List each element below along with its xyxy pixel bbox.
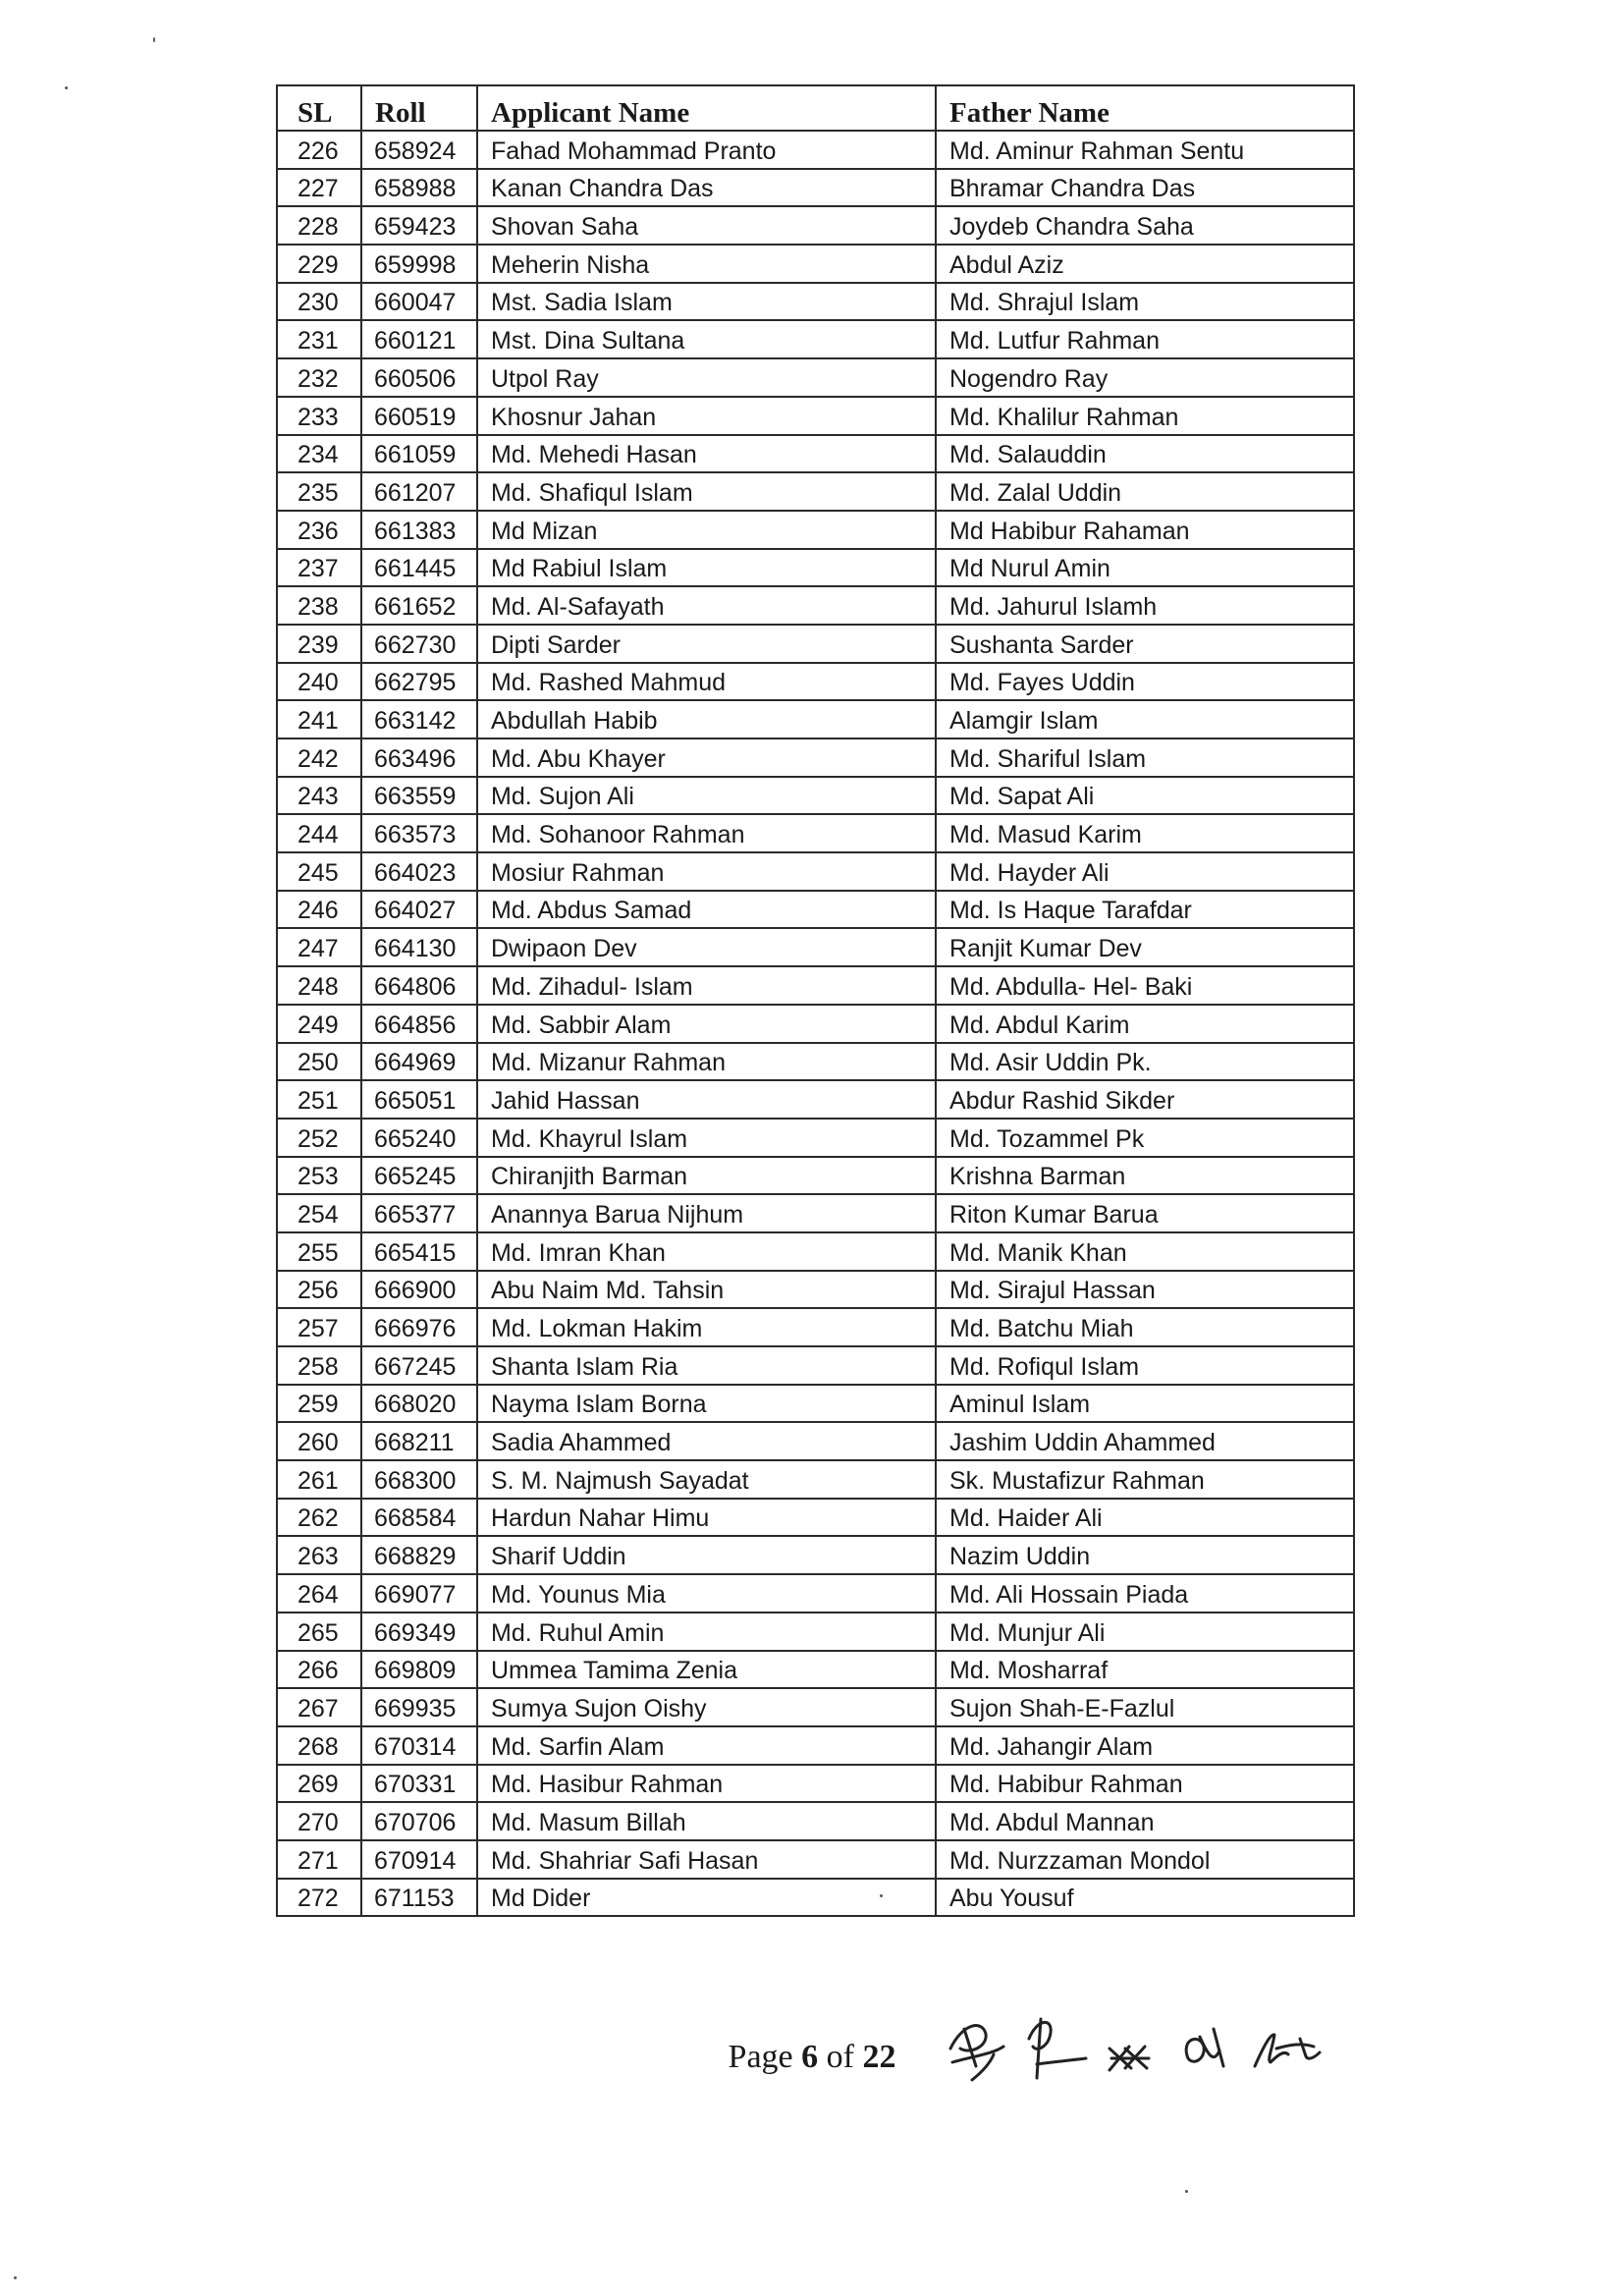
cell-father-name: Md. Abdul Mannan <box>936 1802 1354 1840</box>
cell-applicant-name: Md. Mehedi Hasan <box>477 435 936 473</box>
cell-sl: 263 <box>277 1536 361 1574</box>
cell-roll: 660519 <box>361 397 477 435</box>
header-applicant-name: Applicant Name <box>477 85 936 131</box>
scan-speck <box>153 37 155 42</box>
table-row <box>277 472 1354 511</box>
cell-applicant-name: Md. Ruhul Amin <box>477 1613 936 1651</box>
table-row <box>277 852 1354 891</box>
cell-father-name: Ranjit Kumar Dev <box>936 928 1354 966</box>
header-father-name: Father Name <box>936 85 1354 131</box>
cell-sl: 271 <box>277 1840 361 1879</box>
cell-applicant-name: Md. Sarfin Alam <box>477 1726 936 1765</box>
table-row <box>277 1422 1354 1460</box>
cell-roll: 661207 <box>361 472 477 511</box>
cell-applicant-name: Md. Sabbir Alam <box>477 1005 936 1043</box>
table-row <box>277 1879 1354 1917</box>
table-row <box>277 891 1354 929</box>
cell-father-name: Md. Nurzzaman Mondol <box>936 1840 1354 1879</box>
cell-roll: 665245 <box>361 1157 477 1195</box>
cell-sl: 268 <box>277 1726 361 1765</box>
cell-father-name: Md. Asir Uddin Pk. <box>936 1043 1354 1081</box>
cell-sl: 270 <box>277 1802 361 1840</box>
table-row <box>277 358 1354 397</box>
cell-father-name: Md. Aminur Rahman Sentu <box>936 131 1354 169</box>
cell-applicant-name: Utpol Ray <box>477 358 936 397</box>
cell-roll: 666900 <box>361 1271 477 1309</box>
table-row <box>277 1308 1354 1346</box>
cell-applicant-name: Jahid Hassan <box>477 1080 936 1119</box>
cell-sl: 239 <box>277 625 361 663</box>
cell-father-name: Md. Batchu Miah <box>936 1308 1354 1346</box>
cell-applicant-name: Md. Al-Safayath <box>477 586 936 625</box>
cell-roll: 668020 <box>361 1385 477 1423</box>
cell-sl: 249 <box>277 1005 361 1043</box>
cell-roll: 658988 <box>361 169 477 207</box>
cell-sl: 241 <box>277 700 361 738</box>
cell-sl: 248 <box>277 966 361 1005</box>
cell-roll: 665051 <box>361 1080 477 1119</box>
cell-father-name: Krishna Barman <box>936 1157 1354 1195</box>
cell-sl: 269 <box>277 1765 361 1803</box>
scan-speck <box>14 2276 17 2279</box>
cell-sl: 260 <box>277 1422 361 1460</box>
table-row <box>277 1840 1354 1879</box>
applicant-table <box>276 84 1355 1917</box>
cell-applicant-name: Kanan Chandra Das <box>477 169 936 207</box>
cell-sl: 259 <box>277 1385 361 1423</box>
cell-roll: 669077 <box>361 1574 477 1613</box>
cell-roll: 664023 <box>361 852 477 891</box>
table-row <box>277 245 1354 283</box>
cell-father-name: Md. Masud Karim <box>936 814 1354 852</box>
table-row <box>277 1194 1354 1232</box>
table-row <box>277 1346 1354 1385</box>
scan-speck <box>880 1894 883 1897</box>
cell-sl: 256 <box>277 1271 361 1309</box>
cell-roll: 669349 <box>361 1613 477 1651</box>
cell-roll: 669809 <box>361 1651 477 1689</box>
cell-father-name: Abdul Aziz <box>936 245 1354 283</box>
cell-father-name: Md. Mosharraf <box>936 1651 1354 1689</box>
cell-father-name: Aminul Islam <box>936 1385 1354 1423</box>
cell-roll: 668829 <box>361 1536 477 1574</box>
cell-father-name: Md Habibur Rahaman <box>936 511 1354 549</box>
table-row <box>277 206 1354 245</box>
table-row <box>277 1157 1354 1195</box>
cell-father-name: Bhramar Chandra Das <box>936 169 1354 207</box>
cell-sl: 262 <box>277 1499 361 1537</box>
cell-father-name: Nogendro Ray <box>936 358 1354 397</box>
table-row <box>277 1499 1354 1537</box>
cell-sl: 234 <box>277 435 361 473</box>
cell-sl: 264 <box>277 1574 361 1613</box>
cell-roll: 664969 <box>361 1043 477 1081</box>
cell-applicant-name: Shanta Islam Ria <box>477 1346 936 1385</box>
cell-sl: 230 <box>277 283 361 321</box>
cell-sl: 265 <box>277 1613 361 1651</box>
cell-applicant-name: Dipti Sarder <box>477 625 936 663</box>
cell-sl: 261 <box>277 1460 361 1499</box>
table-row <box>277 1536 1354 1574</box>
table-row <box>277 1005 1354 1043</box>
cell-father-name: Alamgir Islam <box>936 700 1354 738</box>
cell-roll: 664027 <box>361 891 477 929</box>
table-row <box>277 1119 1354 1157</box>
cell-roll: 670331 <box>361 1765 477 1803</box>
cell-father-name: Md. Habibur Rahman <box>936 1765 1354 1803</box>
cell-sl: 231 <box>277 320 361 358</box>
cell-sl: 227 <box>277 169 361 207</box>
cell-roll: 664856 <box>361 1005 477 1043</box>
table-row <box>277 1613 1354 1651</box>
cell-roll: 663496 <box>361 738 477 777</box>
scan-speck <box>65 86 68 89</box>
cell-father-name: Md. Zalal Uddin <box>936 472 1354 511</box>
cell-roll: 665415 <box>361 1232 477 1271</box>
cell-sl: 237 <box>277 549 361 587</box>
cell-applicant-name: Dwipaon Dev <box>477 928 936 966</box>
cell-father-name: Md. Is Haque Tarafdar <box>936 891 1354 929</box>
cell-sl: 232 <box>277 358 361 397</box>
cell-sl: 238 <box>277 586 361 625</box>
cell-father-name: Md. Tozammel Pk <box>936 1119 1354 1157</box>
cell-father-name: Md Nurul Amin <box>936 549 1354 587</box>
table-row <box>277 397 1354 435</box>
cell-sl: 245 <box>277 852 361 891</box>
cell-roll: 661445 <box>361 549 477 587</box>
cell-roll: 660121 <box>361 320 477 358</box>
cell-roll: 658924 <box>361 131 477 169</box>
cell-sl: 272 <box>277 1879 361 1917</box>
cell-applicant-name: Md Mizan <box>477 511 936 549</box>
cell-applicant-name: Hardun Nahar Himu <box>477 1499 936 1537</box>
cell-applicant-name: Md. Khayrul Islam <box>477 1119 936 1157</box>
cell-roll: 667245 <box>361 1346 477 1385</box>
cell-applicant-name: Md. Abu Khayer <box>477 738 936 777</box>
cell-sl: 242 <box>277 738 361 777</box>
cell-applicant-name: Mst. Sadia Islam <box>477 283 936 321</box>
cell-father-name: Md. Ali Hossain Piada <box>936 1574 1354 1613</box>
cell-father-name: Jashim Uddin Ahammed <box>936 1422 1354 1460</box>
cell-applicant-name: Md. Zihadul- Islam <box>477 966 936 1005</box>
cell-roll: 661652 <box>361 586 477 625</box>
cell-roll: 663142 <box>361 700 477 738</box>
cell-sl: 258 <box>277 1346 361 1385</box>
scan-speck <box>1185 2190 1188 2193</box>
table-row <box>277 169 1354 207</box>
table-row <box>277 777 1354 815</box>
cell-father-name: Md. Khalilur Rahman <box>936 397 1354 435</box>
cell-applicant-name: Abdullah Habib <box>477 700 936 738</box>
cell-roll: 663559 <box>361 777 477 815</box>
cell-applicant-name: Sumya Sujon Oishy <box>477 1688 936 1726</box>
cell-father-name: Md. Jahangir Alam <box>936 1726 1354 1765</box>
cell-father-name: Nazim Uddin <box>936 1536 1354 1574</box>
cell-roll: 668584 <box>361 1499 477 1537</box>
table-row <box>277 549 1354 587</box>
cell-applicant-name: Sharif Uddin <box>477 1536 936 1574</box>
cell-father-name: Md. Shrajul Islam <box>936 283 1354 321</box>
cell-father-name: Md. Shariful Islam <box>936 738 1354 777</box>
cell-applicant-name: Mosiur Rahman <box>477 852 936 891</box>
cell-roll: 665240 <box>361 1119 477 1157</box>
cell-sl: 252 <box>277 1119 361 1157</box>
page-current: 6 <box>801 2039 819 2075</box>
cell-roll: 670706 <box>361 1802 477 1840</box>
table-row <box>277 435 1354 473</box>
cell-applicant-name: Md. Lokman Hakim <box>477 1308 936 1346</box>
cell-roll: 666976 <box>361 1308 477 1346</box>
cell-father-name: Sushanta Sarder <box>936 625 1354 663</box>
cell-father-name: Joydeb Chandra Saha <box>936 206 1354 245</box>
cell-applicant-name: Md. Imran Khan <box>477 1232 936 1271</box>
cell-sl: 247 <box>277 928 361 966</box>
cell-applicant-name: Md Dider <box>477 1879 936 1917</box>
cell-roll: 659423 <box>361 206 477 245</box>
cell-roll: 662795 <box>361 663 477 701</box>
cell-father-name: Md. Rofiqul Islam <box>936 1346 1354 1385</box>
cell-sl: 257 <box>277 1308 361 1346</box>
cell-father-name: Md. Sirajul Hassan <box>936 1271 1354 1309</box>
cell-sl: 244 <box>277 814 361 852</box>
header-sl: SL <box>277 85 361 131</box>
table-row <box>277 320 1354 358</box>
cell-sl: 243 <box>277 777 361 815</box>
cell-applicant-name: Chiranjith Barman <box>477 1157 936 1195</box>
cell-father-name: Md. Haider Ali <box>936 1499 1354 1537</box>
table-row <box>277 586 1354 625</box>
cell-father-name: Md. Manik Khan <box>936 1232 1354 1271</box>
table-row <box>277 131 1354 169</box>
cell-roll: 660047 <box>361 283 477 321</box>
cell-father-name: Sujon Shah-E-Fazlul <box>936 1688 1354 1726</box>
cell-applicant-name: Md. Shafiqul Islam <box>477 472 936 511</box>
table-row <box>277 1080 1354 1119</box>
cell-roll: 670314 <box>361 1726 477 1765</box>
table-row <box>277 1043 1354 1081</box>
table-header-row <box>277 85 1354 131</box>
cell-applicant-name: Md. Mizanur Rahman <box>477 1043 936 1081</box>
cell-applicant-name: S. M. Najmush Sayadat <box>477 1460 936 1499</box>
cell-sl: 254 <box>277 1194 361 1232</box>
cell-sl: 251 <box>277 1080 361 1119</box>
cell-sl: 266 <box>277 1651 361 1689</box>
cell-sl: 233 <box>277 397 361 435</box>
cell-roll: 662730 <box>361 625 477 663</box>
cell-applicant-name: Md Rabiul Islam <box>477 549 936 587</box>
cell-roll: 670914 <box>361 1840 477 1879</box>
cell-roll: 661383 <box>361 511 477 549</box>
cell-father-name: Abdur Rashid Sikder <box>936 1080 1354 1119</box>
table-row <box>277 738 1354 777</box>
table-row <box>277 928 1354 966</box>
cell-roll: 671153 <box>361 1879 477 1917</box>
table-row <box>277 1802 1354 1840</box>
table-row <box>277 700 1354 738</box>
table-row <box>277 1726 1354 1765</box>
cell-applicant-name: Abu Naim Md. Tahsin <box>477 1271 936 1309</box>
table-row <box>277 663 1354 701</box>
cell-applicant-name: Sadia Ahammed <box>477 1422 936 1460</box>
cell-applicant-name: Khosnur Jahan <box>477 397 936 435</box>
cell-roll: 665377 <box>361 1194 477 1232</box>
cell-sl: 253 <box>277 1157 361 1195</box>
table-row <box>277 1574 1354 1613</box>
table-row <box>277 283 1354 321</box>
cell-applicant-name: Anannya Barua Nijhum <box>477 1194 936 1232</box>
table-row <box>277 814 1354 852</box>
cell-applicant-name: Md. Sujon Ali <box>477 777 936 815</box>
cell-sl: 250 <box>277 1043 361 1081</box>
cell-roll: 660506 <box>361 358 477 397</box>
cell-sl: 240 <box>277 663 361 701</box>
cell-applicant-name: Md. Masum Billah <box>477 1802 936 1840</box>
table-row <box>277 1688 1354 1726</box>
cell-sl: 267 <box>277 1688 361 1726</box>
cell-roll: 669935 <box>361 1688 477 1726</box>
table-row <box>277 1651 1354 1689</box>
table-row <box>277 1385 1354 1423</box>
page-middle: of <box>818 2039 863 2075</box>
cell-sl: 246 <box>277 891 361 929</box>
cell-sl: 236 <box>277 511 361 549</box>
cell-father-name: Md. Jahurul Islamh <box>936 586 1354 625</box>
cell-roll: 668300 <box>361 1460 477 1499</box>
cell-father-name: Md. Lutfur Rahman <box>936 320 1354 358</box>
cell-applicant-name: Md. Shahriar Safi Hasan <box>477 1840 936 1879</box>
page-prefix: Page <box>728 2039 802 2075</box>
cell-applicant-name: Fahad Mohammad Pranto <box>477 131 936 169</box>
table-row <box>277 1271 1354 1309</box>
cell-father-name: Md. Sapat Ali <box>936 777 1354 815</box>
cell-applicant-name: Shovan Saha <box>477 206 936 245</box>
table-body <box>277 131 1354 1916</box>
table-row <box>277 511 1354 549</box>
cell-father-name: Sk. Mustafizur Rahman <box>936 1460 1354 1499</box>
cell-roll: 659998 <box>361 245 477 283</box>
cell-roll: 668211 <box>361 1422 477 1460</box>
cell-roll: 664806 <box>361 966 477 1005</box>
cell-applicant-name: Md. Younus Mia <box>477 1574 936 1613</box>
cell-applicant-name: Md. Rashed Mahmud <box>477 663 936 701</box>
page-total: 22 <box>862 2039 896 2075</box>
cell-father-name: Riton Kumar Barua <box>936 1194 1354 1232</box>
page-number <box>0 2039 1624 2076</box>
table-row <box>277 1765 1354 1803</box>
cell-sl: 255 <box>277 1232 361 1271</box>
cell-applicant-name: Nayma Islam Borna <box>477 1385 936 1423</box>
cell-applicant-name: Md. Abdus Samad <box>477 891 936 929</box>
cell-roll: 661059 <box>361 435 477 473</box>
cell-father-name: Md. Abdulla- Hel- Baki <box>936 966 1354 1005</box>
cell-roll: 663573 <box>361 814 477 852</box>
table-row <box>277 1460 1354 1499</box>
cell-sl: 228 <box>277 206 361 245</box>
cell-roll: 664130 <box>361 928 477 966</box>
table-row <box>277 625 1354 663</box>
cell-father-name: Md. Salauddin <box>936 435 1354 473</box>
cell-applicant-name: Md. Hasibur Rahman <box>477 1765 936 1803</box>
table-row <box>277 1232 1354 1271</box>
cell-sl: 229 <box>277 245 361 283</box>
cell-applicant-name: Mst. Dina Sultana <box>477 320 936 358</box>
cell-father-name: Md. Hayder Ali <box>936 852 1354 891</box>
cell-applicant-name: Ummea Tamima Zenia <box>477 1651 936 1689</box>
table-row <box>277 966 1354 1005</box>
cell-applicant-name: Md. Sohanoor Rahman <box>477 814 936 852</box>
cell-sl: 226 <box>277 131 361 169</box>
cell-father-name: Md. Fayes Uddin <box>936 663 1354 701</box>
header-roll: Roll <box>361 85 477 131</box>
cell-applicant-name: Meherin Nisha <box>477 245 936 283</box>
cell-father-name: Abu Yousuf <box>936 1879 1354 1917</box>
cell-father-name: Md. Abdul Karim <box>936 1005 1354 1043</box>
cell-father-name: Md. Munjur Ali <box>936 1613 1354 1651</box>
cell-sl: 235 <box>277 472 361 511</box>
